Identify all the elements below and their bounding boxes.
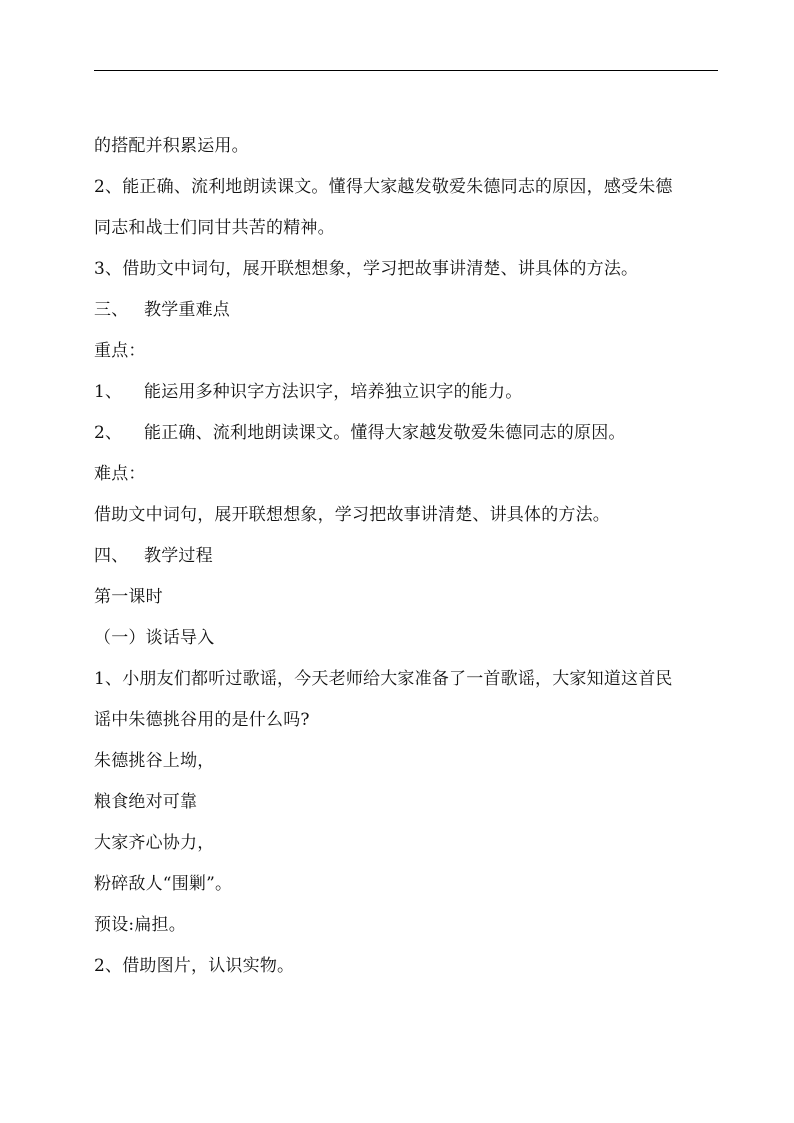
list-text: 能正确、流利地朗读课文。懂得大家越发敬爱朱德同志的原因。 xyxy=(144,423,626,443)
difficulty-text: 借助文中词句，展开联想想象，学习把故事讲清楚、讲具体的方法。 xyxy=(94,505,610,525)
question-line: 2、借助图片，认识实物。 xyxy=(94,956,295,976)
list-number: 2、 xyxy=(94,423,123,443)
section-heading xyxy=(94,290,718,331)
list-number: 1、 xyxy=(94,382,123,402)
section-number: 四、 xyxy=(94,546,129,566)
preset-answer: 预设:扁担。 xyxy=(94,915,186,935)
key-points-label: 重点： xyxy=(94,341,146,361)
key-point-item xyxy=(94,372,718,413)
header-rule xyxy=(94,70,718,71)
document-body xyxy=(94,126,718,987)
difficulty-label: 难点： xyxy=(94,464,146,484)
question-line: 谣中朱德挑谷用的是什么吗? xyxy=(94,710,310,730)
ballad-line: 粉碎敌人“围剿”。 xyxy=(94,874,233,894)
objective-line: 同志和战士们同甘共苦的精神。 xyxy=(94,218,335,238)
section-number: 三、 xyxy=(94,300,129,320)
ballad-line: 大家齐心协力， xyxy=(94,833,215,853)
list-text: 能运用多种识字方法识字，培养独立识字的能力。 xyxy=(144,382,523,402)
question-line: 1、小朋友们都听过歌谣，今天老师给大家准备了一首歌谣，大家知道这首民 xyxy=(94,669,673,689)
section-heading xyxy=(94,536,718,577)
objective-line: 2、能正确、流利地朗读课文。懂得大家越发敬爱朱德同志的原因，感受朱德 xyxy=(94,177,673,197)
ballad-line: 朱德挑谷上坳， xyxy=(94,751,215,771)
lesson-label: 第一课时 xyxy=(94,587,163,607)
section-title: 教学过程 xyxy=(144,546,213,566)
section-title: 教学重难点 xyxy=(144,300,230,320)
objective-line: 的搭配并积累运用。 xyxy=(94,136,249,156)
part-title: （一）谈话导入 xyxy=(94,628,215,648)
objective-line: 3、借助文中词句，展开联想想象，学习把故事讲清楚、讲具体的方法。 xyxy=(94,259,639,279)
key-point-item xyxy=(94,413,718,454)
ballad-line: 粮食绝对可靠 xyxy=(94,792,198,812)
